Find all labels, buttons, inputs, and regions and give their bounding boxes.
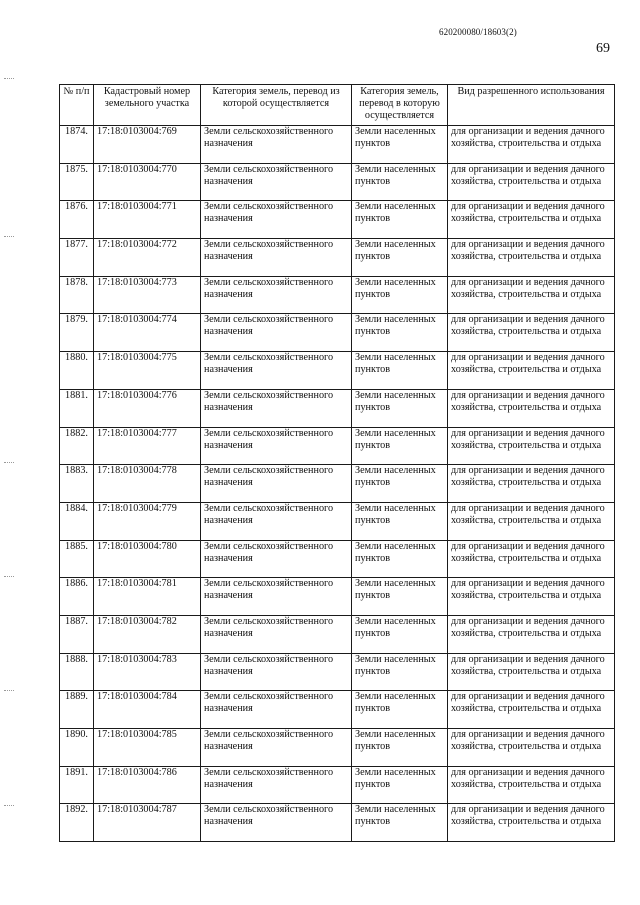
scan-margin-marks bbox=[4, 0, 18, 905]
permitted-use: для организации и ведения дачного хозяйства, строительства и отдыха bbox=[448, 126, 615, 164]
header-cadastral-number: Кадастровый номер земельного участка bbox=[94, 85, 201, 126]
cadastral-number: 17:18:0103004:777 bbox=[94, 427, 201, 465]
cadastral-number: 17:18:0103004:775 bbox=[94, 352, 201, 390]
table-row bbox=[60, 352, 615, 390]
row-number: 1882. bbox=[60, 427, 94, 465]
row-number: 1891. bbox=[60, 766, 94, 804]
category-from: Земли сельскохозяйственного назначения bbox=[201, 314, 352, 352]
row-number: 1886. bbox=[60, 578, 94, 616]
table-row bbox=[60, 314, 615, 352]
row-number: 1889. bbox=[60, 691, 94, 729]
table-row bbox=[60, 653, 615, 691]
table-row bbox=[60, 540, 615, 578]
cadastral-number: 17:18:0103004:785 bbox=[94, 729, 201, 767]
permitted-use: для организации и ведения дачного хозяйства, строительства и отдыха bbox=[448, 691, 615, 729]
cadastral-number: 17:18:0103004:787 bbox=[94, 804, 201, 842]
cadastral-number: 17:18:0103004:778 bbox=[94, 465, 201, 503]
permitted-use: для организации и ведения дачного хозяйства, строительства и отдыха bbox=[448, 729, 615, 767]
table-row bbox=[60, 163, 615, 201]
row-number: 1880. bbox=[60, 352, 94, 390]
permitted-use: для организации и ведения дачного хозяйства, строительства и отдыха bbox=[448, 578, 615, 616]
permitted-use: для организации и ведения дачного хозяйства, строительства и отдыха bbox=[448, 804, 615, 842]
cadastral-number: 17:18:0103004:773 bbox=[94, 276, 201, 314]
table-row bbox=[60, 239, 615, 277]
category-from: Земли сельскохозяйственного назначения bbox=[201, 691, 352, 729]
table-row bbox=[60, 502, 615, 540]
page-number: 69 bbox=[596, 41, 610, 56]
row-number: 1890. bbox=[60, 729, 94, 767]
header-number: № п/п bbox=[60, 85, 94, 126]
cadastral-number: 17:18:0103004:774 bbox=[94, 314, 201, 352]
category-to: Земли населенных пунктов bbox=[352, 653, 448, 691]
category-from: Земли сельскохозяйственного назначения bbox=[201, 502, 352, 540]
table-row bbox=[60, 578, 615, 616]
permitted-use: для организации и ведения дачного хозяйства, строительства и отдыха bbox=[448, 615, 615, 653]
category-to: Земли населенных пунктов bbox=[352, 314, 448, 352]
category-to: Земли населенных пунктов bbox=[352, 163, 448, 201]
category-from: Земли сельскохозяйственного назначения bbox=[201, 729, 352, 767]
category-to: Земли населенных пунктов bbox=[352, 239, 448, 277]
permitted-use: для организации и ведения дачного хозяйства, строительства и отдыха bbox=[448, 352, 615, 390]
category-from: Земли сельскохозяйственного назначения bbox=[201, 804, 352, 842]
land-parcels-table bbox=[59, 84, 615, 842]
permitted-use: для организации и ведения дачного хозяйства, строительства и отдыха bbox=[448, 653, 615, 691]
row-number: 1887. bbox=[60, 615, 94, 653]
category-to: Земли населенных пунктов bbox=[352, 540, 448, 578]
cadastral-number: 17:18:0103004:780 bbox=[94, 540, 201, 578]
category-from: Земли сельскохозяйственного назначения bbox=[201, 201, 352, 239]
row-number: 1877. bbox=[60, 239, 94, 277]
row-number: 1876. bbox=[60, 201, 94, 239]
cadastral-number: 17:18:0103004:782 bbox=[94, 615, 201, 653]
category-to: Земли населенных пунктов bbox=[352, 578, 448, 616]
row-number: 1874. bbox=[60, 126, 94, 164]
category-from: Земли сельскохозяйственного назначения bbox=[201, 239, 352, 277]
permitted-use: для организации и ведения дачного хозяйства, строительства и отдыха bbox=[448, 465, 615, 503]
row-number: 1878. bbox=[60, 276, 94, 314]
table-row bbox=[60, 691, 615, 729]
row-number: 1888. bbox=[60, 653, 94, 691]
category-to: Земли населенных пунктов bbox=[352, 691, 448, 729]
category-to: Земли населенных пунктов bbox=[352, 201, 448, 239]
header-category-to: Категория земель, перевод в которую осуществляется bbox=[352, 85, 448, 126]
cadastral-number: 17:18:0103004:776 bbox=[94, 389, 201, 427]
category-to: Земли населенных пунктов bbox=[352, 729, 448, 767]
category-to: Земли населенных пунктов bbox=[352, 276, 448, 314]
header-row bbox=[60, 85, 615, 126]
permitted-use: для организации и ведения дачного хозяйства, строительства и отдыха bbox=[448, 239, 615, 277]
document-id: 620200080/18603(2) bbox=[439, 27, 517, 37]
cadastral-number: 17:18:0103004:786 bbox=[94, 766, 201, 804]
category-to: Земли населенных пунктов bbox=[352, 502, 448, 540]
category-to: Земли населенных пунктов bbox=[352, 427, 448, 465]
category-from: Земли сельскохозяйственного назначения bbox=[201, 427, 352, 465]
table-row bbox=[60, 389, 615, 427]
permitted-use: для организации и ведения дачного хозяйства, строительства и отдыха bbox=[448, 201, 615, 239]
table-header bbox=[60, 85, 615, 126]
row-number: 1884. bbox=[60, 502, 94, 540]
table-row bbox=[60, 201, 615, 239]
table-row bbox=[60, 276, 615, 314]
category-from: Земли сельскохозяйственного назначения bbox=[201, 465, 352, 503]
table-row bbox=[60, 126, 615, 164]
permitted-use: для организации и ведения дачного хозяйства, строительства и отдыха bbox=[448, 427, 615, 465]
permitted-use: для организации и ведения дачного хозяйства, строительства и отдыха bbox=[448, 276, 615, 314]
cadastral-number: 17:18:0103004:781 bbox=[94, 578, 201, 616]
header-category-from: Категория земель, перевод из которой осуществляется bbox=[201, 85, 352, 126]
row-number: 1892. bbox=[60, 804, 94, 842]
table-row bbox=[60, 615, 615, 653]
row-number: 1881. bbox=[60, 389, 94, 427]
category-to: Земли населенных пунктов bbox=[352, 126, 448, 164]
category-to: Земли населенных пунктов bbox=[352, 804, 448, 842]
category-to: Земли населенных пунктов bbox=[352, 389, 448, 427]
category-from: Земли сельскохозяйственного назначения bbox=[201, 126, 352, 164]
cadastral-number: 17:18:0103004:772 bbox=[94, 239, 201, 277]
cadastral-number: 17:18:0103004:769 bbox=[94, 126, 201, 164]
permitted-use: для организации и ведения дачного хозяйства, строительства и отдыха bbox=[448, 389, 615, 427]
cadastral-number: 17:18:0103004:771 bbox=[94, 201, 201, 239]
category-from: Земли сельскохозяйственного назначения bbox=[201, 766, 352, 804]
table-row bbox=[60, 804, 615, 842]
category-from: Земли сельскохозяйственного назначения bbox=[201, 578, 352, 616]
row-number: 1883. bbox=[60, 465, 94, 503]
table-body bbox=[60, 126, 615, 842]
table-row bbox=[60, 427, 615, 465]
permitted-use: для организации и ведения дачного хозяйства, строительства и отдыха bbox=[448, 766, 615, 804]
category-from: Земли сельскохозяйственного назначения bbox=[201, 352, 352, 390]
category-from: Земли сельскохозяйственного назначения bbox=[201, 389, 352, 427]
category-from: Земли сельскохозяйственного назначения bbox=[201, 615, 352, 653]
row-number: 1879. bbox=[60, 314, 94, 352]
category-to: Земли населенных пунктов bbox=[352, 465, 448, 503]
category-from: Земли сельскохозяйственного назначения bbox=[201, 653, 352, 691]
category-to: Земли населенных пунктов bbox=[352, 766, 448, 804]
category-from: Земли сельскохозяйственного назначения bbox=[201, 276, 352, 314]
permitted-use: для организации и ведения дачного хозяйства, строительства и отдыха bbox=[448, 540, 615, 578]
header-permitted-use: Вид разрешенного использования bbox=[448, 85, 615, 126]
permitted-use: для организации и ведения дачного хозяйства, строительства и отдыха bbox=[448, 502, 615, 540]
cadastral-number: 17:18:0103004:784 bbox=[94, 691, 201, 729]
table-row bbox=[60, 465, 615, 503]
row-number: 1875. bbox=[60, 163, 94, 201]
table-row bbox=[60, 729, 615, 767]
category-from: Земли сельскохозяйственного назначения bbox=[201, 540, 352, 578]
category-to: Земли населенных пунктов bbox=[352, 615, 448, 653]
table-row bbox=[60, 766, 615, 804]
permitted-use: для организации и ведения дачного хозяйства, строительства и отдыха bbox=[448, 163, 615, 201]
cadastral-number: 17:18:0103004:783 bbox=[94, 653, 201, 691]
category-from: Земли сельскохозяйственного назначения bbox=[201, 163, 352, 201]
permitted-use: для организации и ведения дачного хозяйства, строительства и отдыха bbox=[448, 314, 615, 352]
row-number: 1885. bbox=[60, 540, 94, 578]
cadastral-number: 17:18:0103004:770 bbox=[94, 163, 201, 201]
cadastral-number: 17:18:0103004:779 bbox=[94, 502, 201, 540]
category-to: Земли населенных пунктов bbox=[352, 352, 448, 390]
